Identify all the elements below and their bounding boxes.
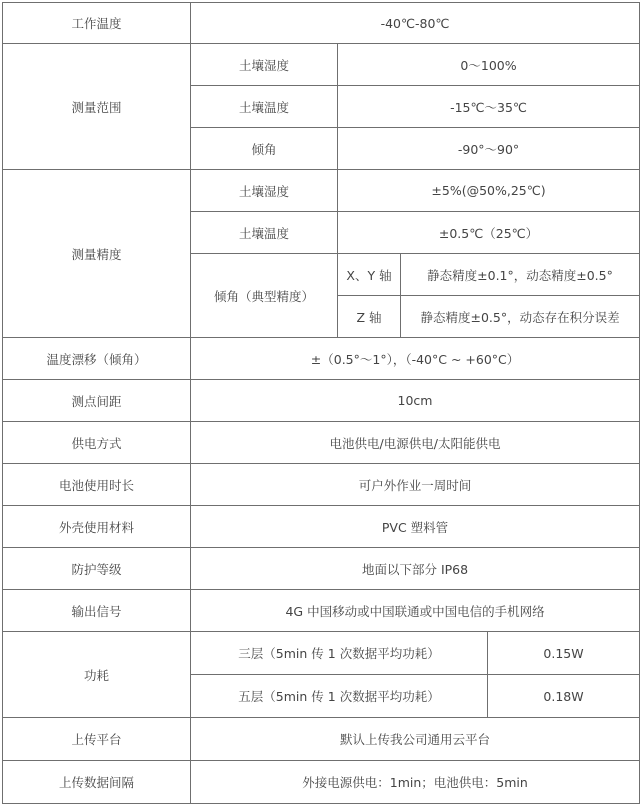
- value-shell-material: PVC 塑料管: [191, 506, 640, 548]
- accuracy-item-value: ±5%(@50%,25℃): [338, 170, 640, 212]
- spec-table: [2, 2, 640, 804]
- row-range-soil-moisture: [3, 44, 640, 86]
- value-upload-interval: 外接电源供电：1min；电池供电：5min: [191, 761, 640, 804]
- label-measure-accuracy: 测量精度: [3, 170, 191, 338]
- range-item-name: 土壤湿度: [191, 44, 338, 86]
- value-protection: 地面以下部分 IP68: [191, 548, 640, 590]
- power-item-name: 五层（5min 传 1 次数据平均功耗）: [191, 675, 488, 718]
- label-measure-range: 测量范围: [3, 44, 191, 170]
- row-protection: [3, 548, 640, 590]
- row-power-mode: [3, 422, 640, 464]
- value-upload-platform: 默认上传我公司通用云平台: [191, 718, 640, 761]
- accuracy-item-value: ±0.5℃（25℃）: [338, 212, 640, 254]
- value-output-signal: 4G 中国移动或中国联通或中国电信的手机网络: [191, 590, 640, 632]
- row-working-temp: [3, 3, 640, 44]
- range-item-value: -15℃～35℃: [338, 86, 640, 128]
- row-upload-platform: [3, 718, 640, 761]
- power-item-name: 三层（5min 传 1 次数据平均功耗）: [191, 632, 488, 675]
- value-power-mode: 电池供电/电源供电/太阳能供电: [191, 422, 640, 464]
- accuracy-item-name: 土壤温度: [191, 212, 338, 254]
- label-power-mode: 供电方式: [3, 422, 191, 464]
- label-shell-material: 外壳使用材料: [3, 506, 191, 548]
- label-output-signal: 输出信号: [3, 590, 191, 632]
- range-item-value: -90°～90°: [338, 128, 640, 170]
- row-battery-life: [3, 464, 640, 506]
- range-item-name: 倾角: [191, 128, 338, 170]
- tilt-axis-label: X、Y 轴: [338, 254, 401, 296]
- label-upload-interval: 上传数据间隔: [3, 761, 191, 804]
- row-point-spacing: [3, 380, 640, 422]
- tilt-axis-value: 静态精度±0.1°，动态精度±0.5°: [401, 254, 640, 296]
- row-shell-material: [3, 506, 640, 548]
- label-temp-drift: 温度漂移（倾角）: [3, 338, 191, 380]
- label-upload-platform: 上传平台: [3, 718, 191, 761]
- label-battery-life: 电池使用时长: [3, 464, 191, 506]
- range-item-value: 0～100%: [338, 44, 640, 86]
- tilt-axis-label: Z 轴: [338, 296, 401, 338]
- row-power-three-layer: [3, 632, 640, 675]
- accuracy-item-name: 土壤湿度: [191, 170, 338, 212]
- label-power-consumption: 功耗: [3, 632, 191, 718]
- accuracy-tilt-name: 倾角（典型精度）: [191, 254, 338, 338]
- row-upload-interval: [3, 761, 640, 804]
- label-protection: 防护等级: [3, 548, 191, 590]
- value-point-spacing: 10cm: [191, 380, 640, 422]
- value-temp-drift: ±（0.5°～1°），（-40°C ~ +60°C）: [191, 338, 640, 380]
- power-item-value: 0.15W: [488, 632, 640, 675]
- value-battery-life: 可户外作业一周时间: [191, 464, 640, 506]
- row-temp-drift: [3, 338, 640, 380]
- range-item-name: 土壤温度: [191, 86, 338, 128]
- row-accuracy-soil-moisture: [3, 170, 640, 212]
- tilt-axis-value: 静态精度±0.5°，动态存在积分误差: [401, 296, 640, 338]
- label-point-spacing: 测点间距: [3, 380, 191, 422]
- value-working-temp: -40℃-80℃: [191, 3, 640, 44]
- row-output-signal: [3, 590, 640, 632]
- label-working-temp: 工作温度: [3, 3, 191, 44]
- power-item-value: 0.18W: [488, 675, 640, 718]
